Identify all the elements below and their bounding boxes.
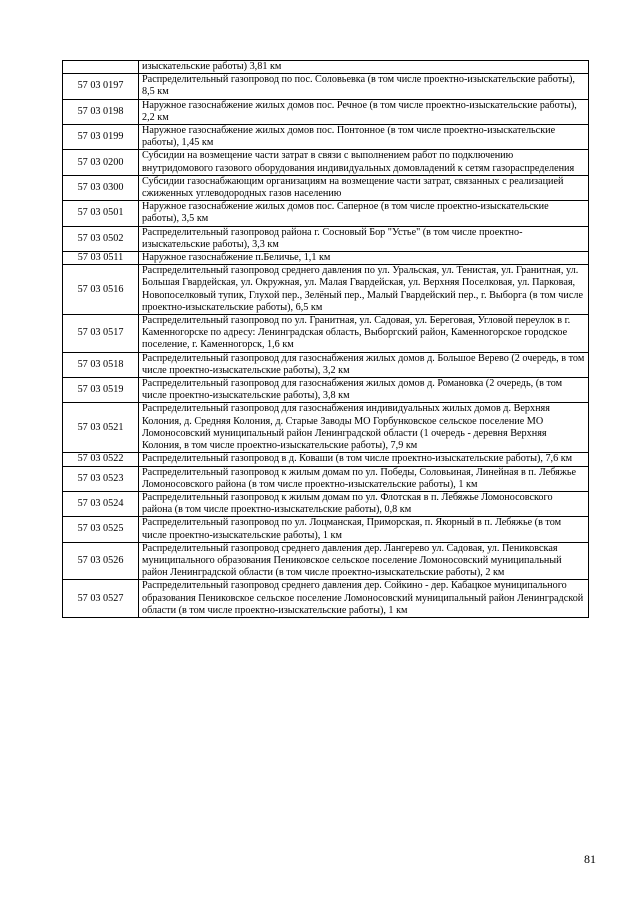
row-code	[63, 61, 139, 74]
row-code: 57 03 0522	[63, 453, 139, 466]
row-description: Распределительный газопровод по ул. Гранитная, ул. Садовая, ул. Береговая, Угловой переулок в г. Каменногорске по адресу: Ленинградская область, Выборгский район, Каменногорское городское поселение, г. Каменногорск, 1,6 км	[139, 315, 589, 353]
row-description: Распределительный газопровод к жилым домам по ул. Флотская в п. Лебяжье Ломоносовского района (в том числе проектно-изыскательские работы), 0,8 км	[139, 491, 589, 516]
row-code: 57 03 0198	[63, 99, 139, 124]
row-description: Распределительный газопровод в д. Коваши (в том числе проектно-изыскательские работы), 7,6 км	[139, 453, 589, 466]
table-row	[63, 453, 589, 466]
table-row	[63, 580, 589, 618]
table-row	[63, 378, 589, 403]
row-description: Наружное газоснабжение жилых домов пос. Понтонное (в том числе проектно-изыскательские работы), 1,45 км	[139, 125, 589, 150]
row-description: Распределительный газопровод среднего давления дер. Лангерево ул. Садовая, ул. Пениковская муниципального образования Пениковское сельское поселение Ломоносовский муниципальный район Ленинградской области (в том числе проектно-изыскательские работы), 2 км	[139, 542, 589, 580]
table-row	[63, 74, 589, 99]
table-row	[63, 201, 589, 226]
table-row	[63, 61, 589, 74]
table-row	[63, 265, 589, 315]
table-row	[63, 315, 589, 353]
row-description: Распределительный газопровод для газоснабжения жилых домов д. Большое Верево (2 очередь, в том числе проектно-изыскательские работы), 3,2 км	[139, 352, 589, 377]
row-description: Распределительный газопровод к жилым домам по ул. Победы, Соловьиная, Линейная в п. Лебяжье Ломоносовского района (в том числе проектно-изыскательские работы), 1 км	[139, 466, 589, 491]
row-code: 57 03 0300	[63, 175, 139, 200]
row-code: 57 03 0523	[63, 466, 139, 491]
row-description: Наружное газоснабжение жилых домов пос. Речное (в том числе проектно-изыскательские работы), 2,2 км	[139, 99, 589, 124]
row-code: 57 03 0200	[63, 150, 139, 175]
row-description: Распределительный газопровод района г. Сосновый Бор "Устье" (в том числе проектно-изыскательские работы), 3,3 км	[139, 226, 589, 251]
row-description: Распределительный газопровод среднего давления дер. Сойкино - дер. Кабацкое муниципального образования Пениковское сельское поселение Ломоносовский муниципальный район Ленинградской области (в том числе проектно-изыскательские работы), 1 км	[139, 580, 589, 618]
table-row	[63, 150, 589, 175]
table-row	[63, 491, 589, 516]
row-description: Распределительный газопровод для газоснабжения индивидуальных жилых домов д. Верхняя Колония, д. Средняя Колония, д. Старые Заводы МО Горбунковское сельское поселение МО Ломоносовский муниципальный район Ленинградской области (1 очередь - деревня Верхняя Колония, в том числе проектно-изыскательские работы), 7,9 км	[139, 403, 589, 453]
row-code: 57 03 0199	[63, 125, 139, 150]
row-description: Распределительный газопровод по ул. Лоцманская, Приморская, п. Якорный в п. Лебяжье (в том числе проектно-изыскательские работы), 1 км	[139, 517, 589, 542]
row-description: Распределительный газопровод по пос. Соловьевка (в том числе проектно-изыскательские работы), 8,5 км	[139, 74, 589, 99]
table-row	[63, 466, 589, 491]
row-code: 57 03 0197	[63, 74, 139, 99]
row-description: Распределительный газопровод для газоснабжения жилых домов д. Романовка (2 очередь, (в том числе проектно-изыскательские работы), 3,8 км	[139, 378, 589, 403]
row-code: 57 03 0527	[63, 580, 139, 618]
table-row	[63, 517, 589, 542]
row-description: Наружное газоснабжение п.Беличье, 1,1 км	[139, 252, 589, 265]
row-description: Субсидии газоснабжающим организациям на возмещение части затрат, связанных с реализацией сжиженных углеводородных газов населению	[139, 175, 589, 200]
table-row	[63, 125, 589, 150]
row-code: 57 03 0521	[63, 403, 139, 453]
row-description: Наружное газоснабжение жилых домов пос. Саперное (в том числе проектно-изыскательские работы), 3,5 км	[139, 201, 589, 226]
table-row	[63, 252, 589, 265]
row-code: 57 03 0516	[63, 265, 139, 315]
table-row	[63, 226, 589, 251]
row-code: 57 03 0502	[63, 226, 139, 251]
table-row	[63, 403, 589, 453]
row-code: 57 03 0501	[63, 201, 139, 226]
row-code: 57 03 0518	[63, 352, 139, 377]
table-row	[63, 99, 589, 124]
table-row	[63, 352, 589, 377]
row-description: Субсидии на возмещение части затрат в связи с выполнением работ по подключению внутридомового газового оборудования индивидуальных домовладений к сетям газораспределения	[139, 150, 589, 175]
row-code: 57 03 0517	[63, 315, 139, 353]
row-code: 57 03 0511	[63, 252, 139, 265]
row-description: изыскательские работы) 3,81 км	[139, 61, 589, 74]
table-row	[63, 175, 589, 200]
row-code: 57 03 0525	[63, 517, 139, 542]
row-code: 57 03 0526	[63, 542, 139, 580]
table-row	[63, 542, 589, 580]
page-number: 81	[584, 852, 596, 866]
row-description: Распределительный газопровод среднего давления по ул. Уральская, ул. Тенистая, ул. Гранитная, ул. Большая Гвардейская, ул. Окружная, ул. Малая Гвардейская, ул. Верхняя Поселковая, ул. Парковая, Новопоселковый тупик, Глухой пер., Зелёный пер., Малый Гвардейский пер., г. Выборга (в том числе проектно-изыскательские работы), 6,5 км	[139, 265, 589, 315]
row-code: 57 03 0519	[63, 378, 139, 403]
budget-table	[62, 60, 589, 618]
row-code: 57 03 0524	[63, 491, 139, 516]
